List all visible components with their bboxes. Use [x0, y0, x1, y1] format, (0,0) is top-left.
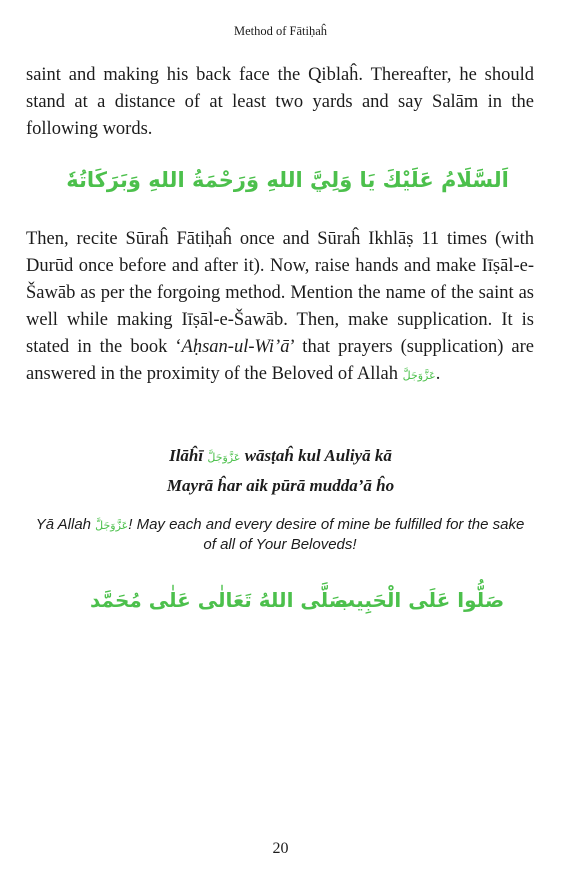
paragraph-salam-instructions: saint and making his back face the Qiblaĥ. Thereafter, he should stand at a distance of at least two yards and say Salām in the following words. [26, 65, 534, 139]
paragraph2-text-before: Then, recite Sūraĥ Fātiḥaĥ once and Sūraĥ Ikhlāṣ 11 times (with Durūd once before and after it). Now, raise hands and make Iīṣāl-e-Šawāb as per the forgoing method. Mention the name of the saint as well while making Iīṣāl-e-Šawāb. Then, make supplication. It is stated in the book ‘ [26, 229, 534, 357]
paragraph2-text-middle: ’ that prayers (supplication) are answered in the proximity of the Beloved of Allah [26, 337, 534, 384]
book-title: Aḥsan-ul-Wi’ā [181, 337, 290, 357]
poem-translation [30, 515, 530, 554]
poem-line1-end: wāsṭaĥ kul Auliyā kā [240, 446, 392, 465]
honorific-arabic: عَزَّوَجَلَّ [402, 369, 436, 382]
poem-line1-start: Ilāĥī [169, 446, 208, 465]
paragraph2-text-after: . [435, 364, 441, 384]
poem-line-1 [0, 446, 561, 466]
poem-line-2: Mayrā ĥar aik pūrā mudda’ā ĥo [166, 476, 395, 495]
translation-end: ! May each and every desire of mine be fulfilled for the sake of all of Your Beloveds! [128, 516, 525, 553]
paragraph-recitation-instructions [26, 226, 534, 389]
translation-start: Yā Allah [35, 516, 96, 533]
durood-left-arabic: صَلَّى اللهُ تَعَالٰى عَلٰى مُحَمَّد [90, 588, 349, 612]
durood-right-arabic: صَلُّوا عَلَى الْحَبِيب [335, 588, 505, 612]
translation-honorific-arabic: عَزَّوَجَلَّ [95, 519, 129, 532]
page-header: Method of Fātiḥaĥ [233, 24, 328, 38]
page-number: 20 [272, 840, 289, 857]
salam-arabic-text: اَلسَّلَامُ عَلَيْكَ يَا وَلِيَّ اللهِ وَرَحْمَةُ اللهِ وَبَرَكَاتُهٗ [66, 168, 509, 192]
poem-honorific-arabic: عَزَّوَجَلَّ [207, 451, 241, 464]
